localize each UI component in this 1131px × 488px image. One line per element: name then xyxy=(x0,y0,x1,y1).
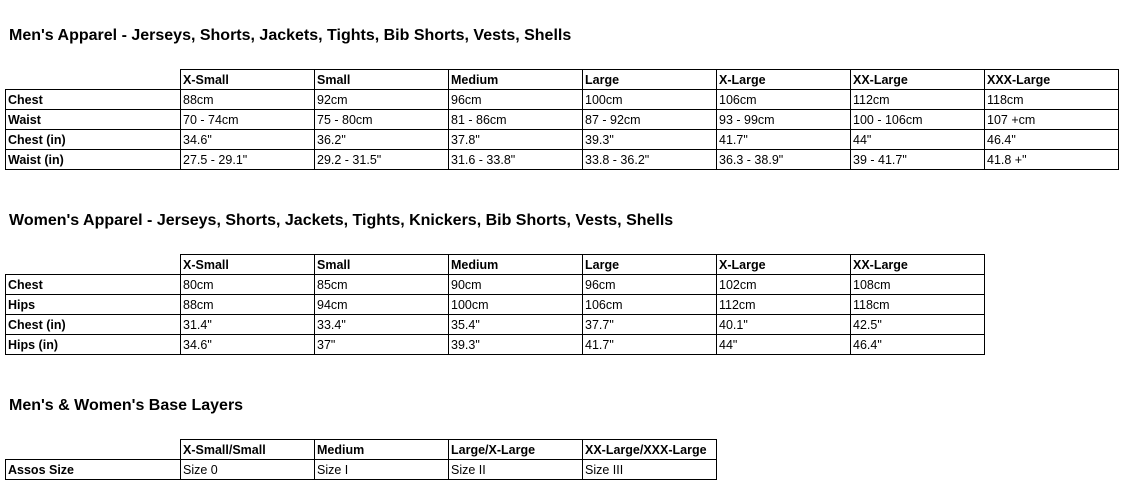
measurement-cell: 87 - 92cm xyxy=(583,110,717,130)
measurement-cell: 112cm xyxy=(851,90,985,110)
men-apparel-title: Men's Apparel - Jerseys, Shorts, Jackets, Tights, Bib Shorts, Vests, Shells xyxy=(9,27,572,44)
row-label: Chest (in) xyxy=(6,130,181,150)
size-column-header: Large xyxy=(583,255,717,275)
size-column-header: Small xyxy=(315,70,449,90)
header-corner-cell xyxy=(6,70,181,90)
measurement-cell: 34.6" xyxy=(181,130,315,150)
size-header-row xyxy=(6,70,1119,90)
header-corner-cell xyxy=(6,440,181,460)
measurement-cell: 36.3 - 38.9" xyxy=(717,150,851,170)
size-column-header: XXX-Large xyxy=(985,70,1119,90)
size-column-header: Small xyxy=(315,255,449,275)
measurement-cell: 112cm xyxy=(717,295,851,315)
row-label: Chest xyxy=(6,275,181,295)
measurement-cell: 108cm xyxy=(851,275,985,295)
measurement-cell: 42.5" xyxy=(851,315,985,335)
measurement-cell: 118cm xyxy=(985,90,1119,110)
measurement-cell: 75 - 80cm xyxy=(315,110,449,130)
measurement-cell: 41.7" xyxy=(717,130,851,150)
measurement-cell: 39.3" xyxy=(449,335,583,355)
size-column-header: XX-Large xyxy=(851,70,985,90)
size-column-header: X-Small xyxy=(181,255,315,275)
table-row xyxy=(6,295,985,315)
measurement-cell: 37" xyxy=(315,335,449,355)
women-apparel-title: Women's Apparel - Jerseys, Shorts, Jackets, Tights, Knickers, Bib Shorts, Vests, Shells xyxy=(9,212,674,229)
measurement-cell: 44" xyxy=(717,335,851,355)
measurement-cell: 92cm xyxy=(315,90,449,110)
measurement-cell: 46.4" xyxy=(851,335,985,355)
size-column-header: X-Small/Small xyxy=(181,440,315,460)
men-size-table xyxy=(5,69,1119,170)
measurement-cell: Size III xyxy=(583,460,717,480)
measurement-cell: 41.8 +" xyxy=(985,150,1119,170)
row-label: Assos Size xyxy=(6,460,181,480)
measurement-cell: 90cm xyxy=(449,275,583,295)
measurement-cell: 39 - 41.7" xyxy=(851,150,985,170)
table-row xyxy=(6,150,1119,170)
measurement-cell: 100cm xyxy=(449,295,583,315)
measurement-cell: 81 - 86cm xyxy=(449,110,583,130)
measurement-cell: 106cm xyxy=(583,295,717,315)
measurement-cell: 94cm xyxy=(315,295,449,315)
size-column-header: Medium xyxy=(315,440,449,460)
measurement-cell: 100cm xyxy=(583,90,717,110)
measurement-cell: 39.3" xyxy=(583,130,717,150)
measurement-cell: 33.4" xyxy=(315,315,449,335)
size-header-row xyxy=(6,255,985,275)
measurement-cell: 100 - 106cm xyxy=(851,110,985,130)
measurement-cell: 46.4" xyxy=(985,130,1119,150)
base-layers-title: Men's & Women's Base Layers xyxy=(9,397,244,414)
measurement-cell: 80cm xyxy=(181,275,315,295)
table-row xyxy=(6,110,1119,130)
measurement-cell: 36.2" xyxy=(315,130,449,150)
row-label: Waist xyxy=(6,110,181,130)
measurement-cell: 93 - 99cm xyxy=(717,110,851,130)
measurement-cell: 106cm xyxy=(717,90,851,110)
measurement-cell: Size II xyxy=(449,460,583,480)
header-corner-cell xyxy=(6,255,181,275)
size-column-header: Medium xyxy=(449,255,583,275)
measurement-cell: Size 0 xyxy=(181,460,315,480)
measurement-cell: 35.4" xyxy=(449,315,583,335)
size-column-header: Large/X-Large xyxy=(449,440,583,460)
row-label: Waist (in) xyxy=(6,150,181,170)
measurement-cell: 70 - 74cm xyxy=(181,110,315,130)
measurement-cell: 107 +cm xyxy=(985,110,1119,130)
size-column-header: XX-Large/XXX-Large xyxy=(583,440,717,460)
measurement-cell: 102cm xyxy=(717,275,851,295)
row-label: Hips xyxy=(6,295,181,315)
row-label: Hips (in) xyxy=(6,335,181,355)
measurement-cell: 44" xyxy=(851,130,985,150)
measurement-cell: Size I xyxy=(315,460,449,480)
table-row xyxy=(6,335,985,355)
size-column-header: XX-Large xyxy=(851,255,985,275)
measurement-cell: 29.2 - 31.5" xyxy=(315,150,449,170)
size-header-row xyxy=(6,440,717,460)
measurement-cell: 85cm xyxy=(315,275,449,295)
size-column-header: Medium xyxy=(449,70,583,90)
women-size-table xyxy=(5,254,985,355)
table-row xyxy=(6,315,985,335)
measurement-cell: 96cm xyxy=(449,90,583,110)
row-label: Chest (in) xyxy=(6,315,181,335)
measurement-cell: 40.1" xyxy=(717,315,851,335)
size-column-header: X-Small xyxy=(181,70,315,90)
measurement-cell: 41.7" xyxy=(583,335,717,355)
measurement-cell: 88cm xyxy=(181,90,315,110)
measurement-cell: 31.4" xyxy=(181,315,315,335)
measurement-cell: 88cm xyxy=(181,295,315,315)
size-column-header: X-Large xyxy=(717,255,851,275)
table-row xyxy=(6,130,1119,150)
size-column-header: X-Large xyxy=(717,70,851,90)
measurement-cell: 34.6" xyxy=(181,335,315,355)
measurement-cell: 118cm xyxy=(851,295,985,315)
measurement-cell: 31.6 - 33.8" xyxy=(449,150,583,170)
table-row xyxy=(6,275,985,295)
size-column-header: Large xyxy=(583,70,717,90)
measurement-cell: 37.7" xyxy=(583,315,717,335)
base-layers-size-table xyxy=(5,439,717,480)
measurement-cell: 33.8 - 36.2" xyxy=(583,150,717,170)
table-row xyxy=(6,90,1119,110)
measurement-cell: 37.8" xyxy=(449,130,583,150)
row-label: Chest xyxy=(6,90,181,110)
table-row xyxy=(6,460,717,480)
measurement-cell: 27.5 - 29.1" xyxy=(181,150,315,170)
measurement-cell: 96cm xyxy=(583,275,717,295)
